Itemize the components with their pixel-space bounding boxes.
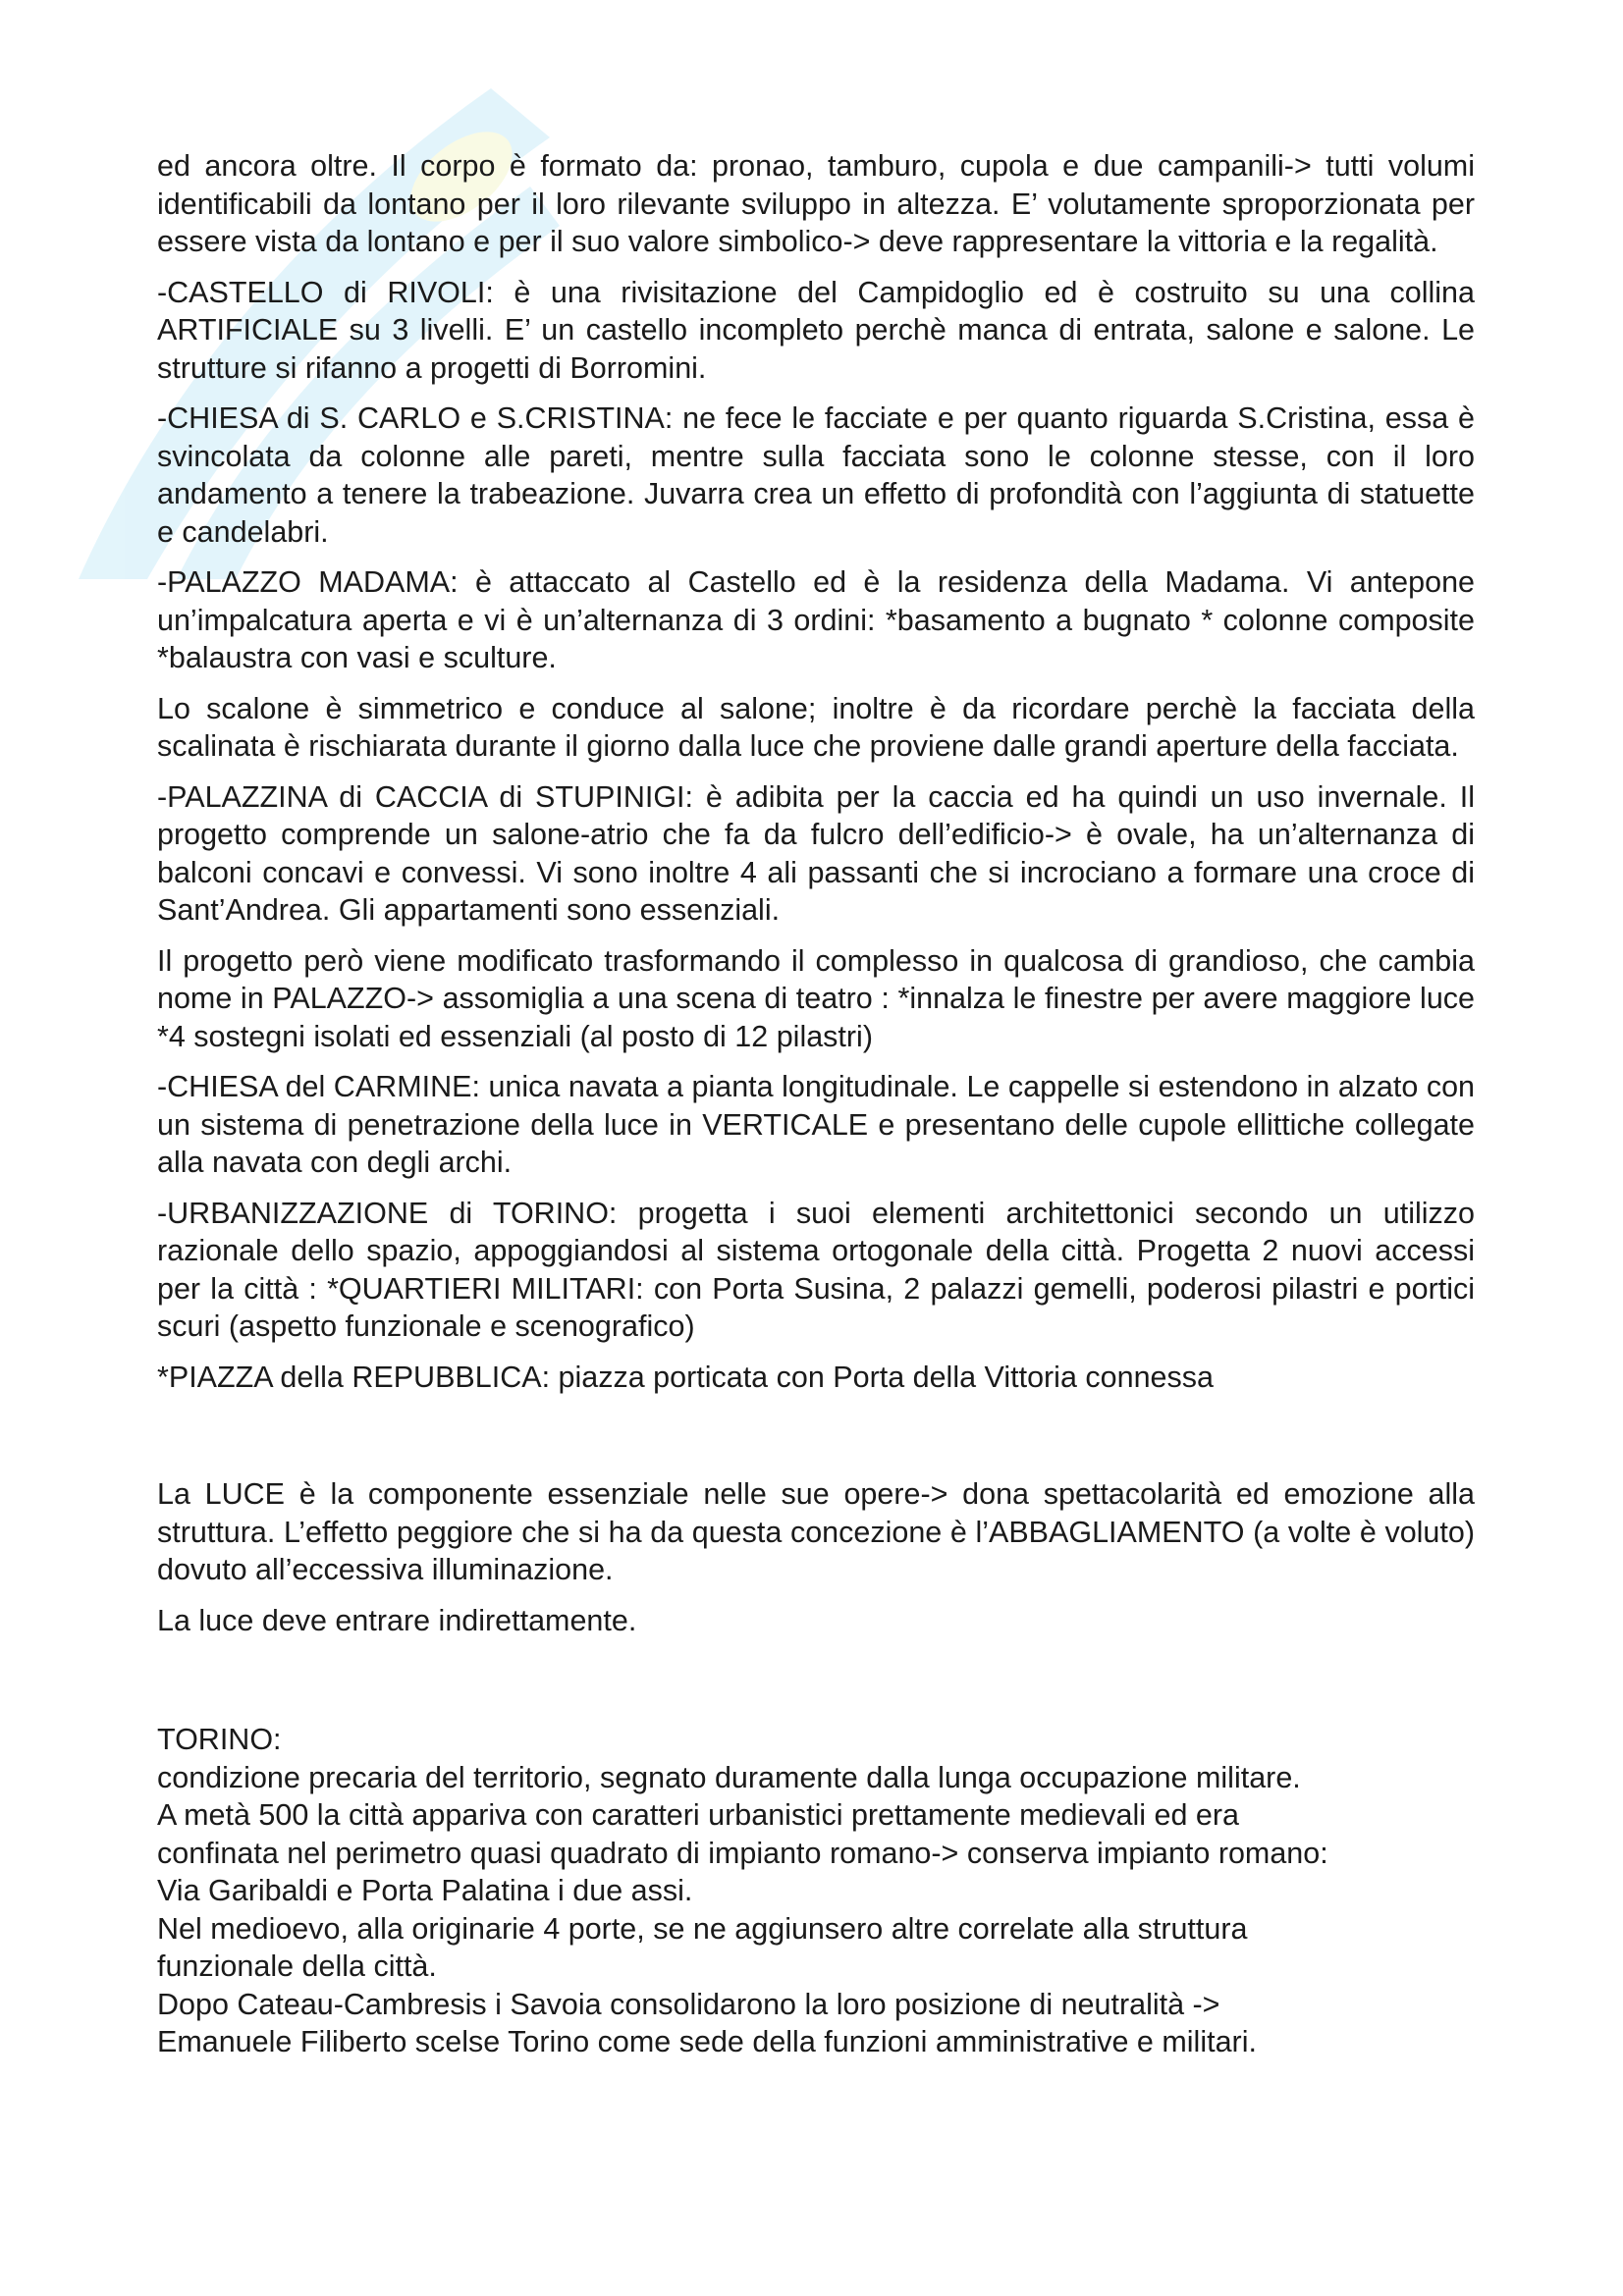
- paragraph-luce: La LUCE è la componente essenziale nelle sue opere-> dona spettacolarità ed emozione alla struttura. L’effetto peggiore che si ha da questa concezione è l’ABBAGLIAMENTO (a volte è voluto) dovuto all’eccessiva illuminazione.: [157, 1477, 1475, 1586]
- paragraph-palazzo-madama: -PALAZZO MADAMA: è attaccato al Castello ed è la residenza della Madama. Vi antepone un’impalcatura aperta e vi è un’alternanza di 3 ordini: *basamento a bugnato * colonne composite *balaustra con vasi e sculture.: [157, 565, 1475, 674]
- paragraph-stupinigi: -PALAZZINA di CACCIA di STUPINIGI: è adibita per la caccia ed ha quindi un uso invernale. Il progetto comprende un salone-atrio che fa da fulcro dell’edificio-> è ovale, ha un’alternanza di balconi concavi e convessi. Vi sono inoltre 4 ali passanti che si incrociano a formare una croce di Sant’Andrea. Gli appartamenti sono essenziali.: [157, 779, 1475, 927]
- torino-line: A metà 500 la città appariva con caratteri urbanistici prettamente medievali ed era: [157, 1798, 1239, 1832]
- paragraph-piazza-repubblica: *PIAZZA della REPUBBLICA: piazza porticata con Porta della Vittoria connessa: [157, 1360, 1214, 1394]
- spacer: [157, 1652, 1475, 1721]
- torino-line: funzionale della città.: [157, 1949, 437, 1983]
- torino-line: Nel medioevo, alla originarie 4 porte, se ne aggiunsero altre correlate alla struttura: [157, 1911, 1248, 1946]
- torino-line: condizione precaria del territorio, segnato duramente dalla lunga occupazione militare.: [157, 1760, 1301, 1794]
- paragraph-scalone: Lo scalone è simmetrico e conduce al salone; inoltre è da ricordare perchè la facciata della scalinata è rischiarata durante il giorno dalla luce che proviene dalle grandi aperture della facciata.: [157, 691, 1475, 763]
- torino-line: confinata nel perimetro quasi quadrato di impianto romano-> conserva impianto romano:: [157, 1836, 1328, 1870]
- torino-section: [157, 1721, 1475, 2061]
- paragraph-castello-rivoli: -CASTELLO di RIVOLI: è una rivisitazione del Campidoglio ed è costruito su una collina ARTIFICIALE su 3 livelli. E’ un castello incompleto perchè manca di entrata, salone e salone. Le strutture si rifanno a progetti di Borromini.: [157, 275, 1475, 385]
- paragraph-progetto-modificato: Il progetto però viene modificato trasformando il complesso in qualcosa di grandioso, che cambia nome in PALAZZO-> assomiglia a una scena di teatro : *innalza le finestre per avere maggiore luce *4 sostegni isolati ed essenziali (al posto di 12 pilastri): [157, 943, 1475, 1053]
- paragraph-chiesa-s-carlo: -CHIESA di S. CARLO e S.CRISTINA: ne fece le facciate e per quanto riguarda S.Cristina, essa è svincolata da colonne alle pareti, mentre sulla facciata sono le colonne stesse, con il loro andamento a tenere la trabeazione. Juvarra crea un effetto di profondità con l’aggiunta di statuette e candelabri.: [157, 401, 1475, 549]
- torino-line: Emanuele Filiberto scelse Torino come sede della funzioni amministrative e militari.: [157, 2025, 1257, 2058]
- paragraph-luce-indiretta: La luce deve entrare indirettamente.: [157, 1603, 637, 1637]
- paragraph-urbanizzazione: -URBANIZZAZIONE di TORINO: progetta i suoi elementi architettonici secondo un utilizzo razionale dello spazio, appoggiandosi al sistema ortogonale della città. Progetta 2 nuovi accessi per la città : *QUARTIERI MILITARI: con Porta Susina, 2 palazzi gemelli, poderosi pilastri e portici scuri (aspetto funzionale e scenografico): [157, 1196, 1475, 1343]
- paragraph-chiesa-carmine: -CHIESA del CARMINE: unica navata a pianta longitudinale. Le cappelle si estendono in alzato con un sistema di penetrazione della luce in VERTICALE e presentano delle cupole ellittiche collegate alla navata con degli archi.: [157, 1070, 1475, 1179]
- spacer: [157, 1409, 1475, 1475]
- document-page: [157, 147, 1475, 2061]
- torino-line: Via Garibaldi e Porta Palatina i due assi.: [157, 1874, 693, 1907]
- paragraph-intro: ed ancora oltre. Il corpo è formato da: pronao, tamburo, cupola e due campanili-> tutti volumi identificabili da lontano per il loro rilevante sviluppo in altezza. E’ volutamente sproporzionata per essere vista da lontano e per il suo valore simbolico-> deve rappresentare la vittoria e la regalità.: [157, 149, 1475, 258]
- torino-heading: TORINO:: [157, 1723, 282, 1756]
- torino-line: Dopo Cateau-Cambresis i Savoia consolidarono la loro posizione di neutralità ->: [157, 1987, 1220, 2021]
